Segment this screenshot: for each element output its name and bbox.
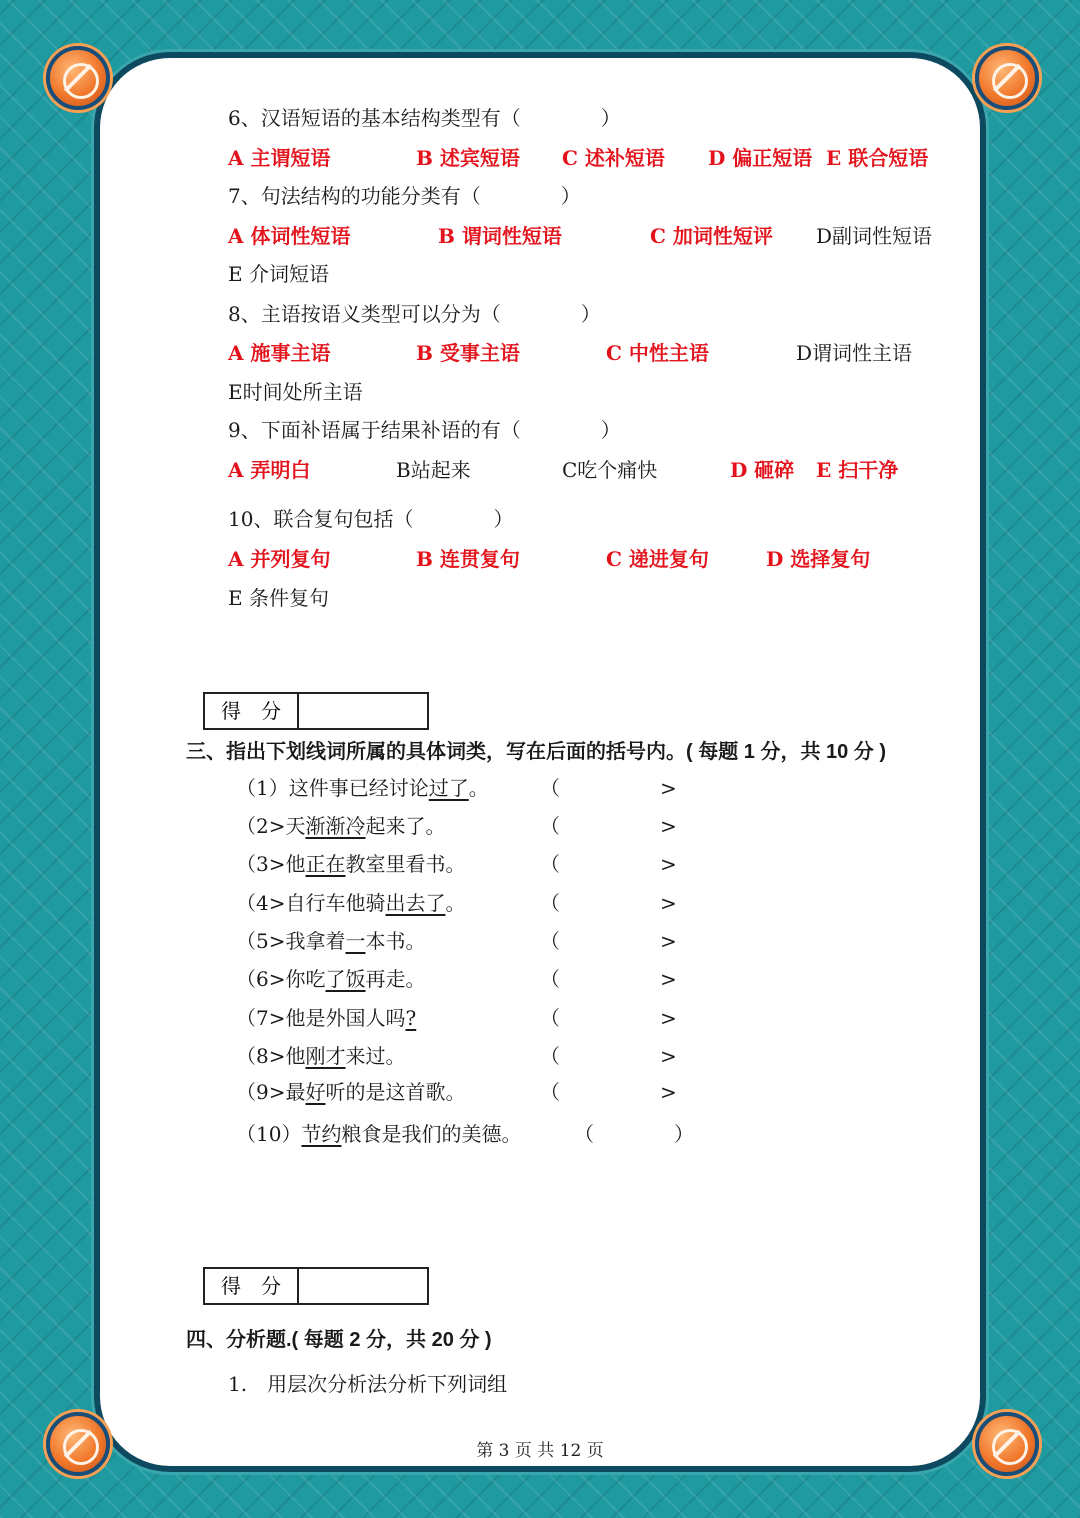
section-3-item [236, 814, 445, 838]
q10-option-a: A 并列复句 [228, 547, 331, 571]
q9-option-b: B站起来 [396, 458, 471, 482]
question-7-stem: 7、句法结构的功能分类有（ ） [228, 184, 581, 208]
item-text: （3>他 [236, 852, 306, 876]
corner-ornament-icon [975, 46, 1039, 110]
answer-parentheses[interactable]: （ > [540, 1080, 677, 1104]
item-text: 。 [445, 891, 466, 915]
answer-parentheses[interactable]: （ > [540, 1006, 677, 1030]
item-text: （10） [236, 1122, 302, 1146]
item-text: （9>最 [236, 1080, 306, 1104]
q6-option-c: C 述补短语 [562, 146, 665, 170]
q8-option-d: D谓词性主语 [796, 341, 913, 365]
q9-option-d: D 砸碎 [730, 458, 795, 482]
underlined-word: 正在 [305, 852, 346, 876]
item-text: （8>他 [236, 1044, 306, 1068]
section-4-question-1: 1. 用层次分析法分析下列词组 [228, 1372, 508, 1396]
item-text: 听的是这首歌。 [325, 1080, 466, 1104]
section-3-item [236, 1080, 465, 1104]
q7-option-c: C 加词性短评 [650, 224, 773, 248]
answer-parentheses[interactable]: （ > [540, 852, 677, 876]
answer-parentheses[interactable]: （ > [540, 776, 677, 800]
item-text: （2>天 [236, 814, 306, 838]
q9-option-e: E 扫干净 [816, 458, 899, 482]
item-text: 。 [468, 776, 489, 800]
item-text: 再走。 [365, 967, 426, 991]
question-10-stem: 10、联合复句包括（ ） [228, 507, 514, 531]
question-8-stem: 8、主语按语义类型可以分为（ ） [228, 302, 601, 326]
q8-option-e: E时间处所主语 [228, 380, 363, 404]
underlined-word: ? [405, 1006, 417, 1030]
underlined-word: 出去了 [385, 891, 446, 915]
q7-option-b: B 谓词性短语 [438, 224, 562, 248]
q10-option-c: C 递进复句 [606, 547, 709, 571]
section-3-title: 三、指出下划线词所属的具体词类，写在后面的括号内。( 每题 1 分，共 10 分 ) [186, 741, 887, 763]
q7-option-d: D副词性短语 [816, 224, 933, 248]
item-text: （5>我拿着 [236, 929, 346, 953]
section-3-item [236, 967, 425, 991]
q8-option-b: B 受事主语 [416, 341, 520, 365]
underlined-word: 一 [345, 929, 366, 953]
section-3-item [236, 852, 465, 876]
q10-option-b: B 连贯复句 [416, 547, 520, 571]
section-3-item [236, 929, 425, 953]
q7-option-a: A 体词性短语 [228, 224, 351, 248]
item-text: （6>你吃 [236, 967, 326, 991]
item-text: （7>他是外国人吗 [236, 1006, 406, 1030]
answer-parentheses[interactable]: （ > [540, 891, 677, 915]
q6-option-e: E 联合短语 [826, 146, 929, 170]
answer-parentheses[interactable]: （ ） [574, 1122, 694, 1146]
answer-parentheses[interactable]: （ > [540, 967, 677, 991]
answer-parentheses[interactable]: （ > [540, 929, 677, 953]
section-3-item [236, 1044, 405, 1068]
item-text: （1）这件事已经讨论 [236, 776, 429, 800]
underlined-word: 刚才 [305, 1044, 346, 1068]
score-box [203, 1267, 429, 1305]
question-9-stem: 9、下面补语属于结果补语的有（ ） [228, 418, 621, 442]
item-text: 本书。 [365, 929, 426, 953]
section-3-item [236, 1122, 521, 1146]
page-number: 第 3 页 共 12 页 [476, 1441, 604, 1461]
q9-option-a: A 弄明白 [228, 458, 311, 482]
question-6-stem: 6、汉语短语的基本结构类型有（ ） [228, 106, 621, 130]
underlined-word: 好 [305, 1080, 326, 1104]
underlined-word: 了饭 [325, 967, 366, 991]
score-label: 得 分 [205, 694, 299, 728]
q10-option-e: E 条件复句 [228, 586, 329, 610]
item-text: 教室里看书。 [345, 852, 466, 876]
section-4-title: 四、分析题.( 每题 2 分，共 20 分 ) [186, 1329, 492, 1351]
item-text: （4>自行车他骑 [236, 891, 386, 915]
score-box [203, 692, 429, 730]
answer-parentheses[interactable]: （ > [540, 1044, 677, 1068]
score-label: 得 分 [205, 1269, 299, 1303]
item-text: 粮食是我们的美德。 [341, 1122, 522, 1146]
q6-option-b: B 述宾短语 [416, 146, 520, 170]
q8-option-c: C 中性主语 [606, 341, 709, 365]
section-3-item [236, 1006, 416, 1030]
q8-option-a: A 施事主语 [228, 341, 331, 365]
q7-option-e: E 介词短语 [228, 262, 329, 286]
underlined-word: 渐渐冷 [305, 814, 366, 838]
underlined-word: 过了 [428, 776, 469, 800]
corner-ornament-icon [46, 46, 110, 110]
score-field[interactable] [299, 694, 427, 728]
q6-option-d: D 偏正短语 [708, 146, 813, 170]
answer-parentheses[interactable]: （ > [540, 814, 677, 838]
q9-option-c: C吃个痛快 [562, 458, 658, 482]
section-3-item [236, 891, 465, 915]
q10-option-d: D 选择复句 [766, 547, 871, 571]
q6-option-a: A 主谓短语 [228, 146, 331, 170]
item-text: 起来了。 [365, 814, 446, 838]
score-field[interactable] [299, 1269, 427, 1303]
item-text: 来过。 [345, 1044, 406, 1068]
section-3-item [236, 776, 489, 800]
underlined-word: 节约 [301, 1122, 342, 1146]
